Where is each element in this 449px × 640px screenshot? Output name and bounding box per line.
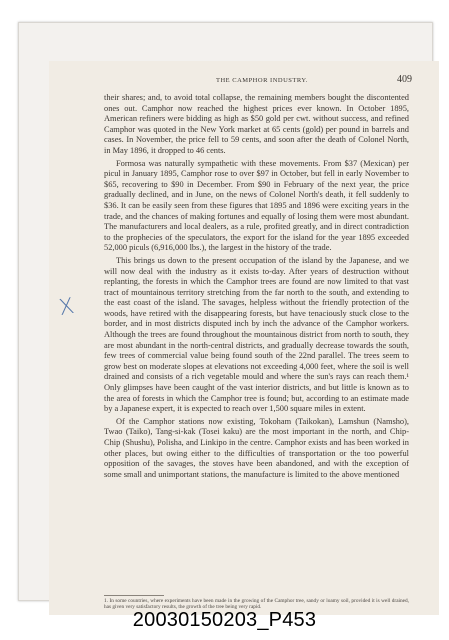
scan-frame xyxy=(18,22,433,611)
footnote: 1. In some countries, where experiments have been made in the growing of the Camphor tree, sandy or loamy soil, provided it is well drained, has given very satisfactory results, the growth of the tree being very rapid. xyxy=(104,598,409,611)
paragraph: This brings us down to the present occupation of the island by the Japanese, and we will now deal with the industry as it exists to-day. After years of destruction without replanting, the forests in which the Camphor trees are found are now limited to that vast tract of mountainous territory stretching from the far north to the south, and extending to the east coast of the island. The savages, helpless without the friendly protection of the woods, have retired with the disappearing forests, but have tenaciously stuck close to the border, and in most districts disputed inch by inch the advance of the Camphor workers. Although the trees are found throughout the mountainous district from north to south, they are most abundant in the north-central districts, and gradually decrease towards the south, few trees of commercial value being found south of the 22nd parallel. The trees seem to grow best on moderate slopes at elevations not exceeding 4,000 feet, where the soil is well drained and consists of a rich vegetable mould and where the sun's rays can reach them.¹ Only glimpses have been caught of the vast interior districts, and but little is known as to the area of forests in which the Camphor tree is found; but, according to an estimate made by a Japanese expert, it is expected to reach over 1,500 square miles in extent. xyxy=(104,255,409,414)
running-title: THE CAMPHOR INDUSTRY. xyxy=(216,77,308,84)
paragraph: their shares; and, to avoid total collapse, the remaining members bought the discontented ones out. Camphor now reached the highest prices ever known. In October 1895, American refiners were bidding as high as $50 gold per cwt. without success, and refined Camphor was quoted in the New York market at 65 cents (gold) per pound in barrels and cases. In November, the price fell to 59 cents, and soon after the death of Colonel North, in May 1896, it dropped to 46 cents. xyxy=(104,93,409,155)
image-caption: 20030150203_P453 xyxy=(132,609,317,631)
margin-mark: X xyxy=(56,293,77,322)
page-body xyxy=(104,93,409,482)
book-page xyxy=(49,61,439,615)
page-number: 409 xyxy=(397,74,412,85)
paragraph: Formosa was naturally sympathetic with these movements. From $37 (Mexican) per picul in January 1895, Camphor rose to over $97 in October, but fell in early November to $65, recovering to $90 in December. From $90 in February of the next year, the price gradually declined, and in June, on the news of Colonel North's death, it fell suddenly to $36. It can be easily seen from these figures that 1895 and 1896 were exciting years in the trade, and the chances of making fortunes and equally of losing them were most abundant. The manufacturers and local dealers, as a rule, profited greatly, and in direct contradiction to the prophecies of the speculators, the export for the island for the year 1895 exceeded 52,000 piculs (6,916,000 lbs.), the largest in the history of the trade. xyxy=(104,158,409,253)
paragraph: Of the Camphor stations now existing, Tokoham (Taikokan), Lamshun (Namsho), Twao (Taiko), Tang-si-kak (Tosei kaku) are the most important in the north, and Chip-Chip (Shushu), Polisha, and Linkipo in the centre. Camphor exists and has been worked in other places, but owing either to the difficulties of transportation or the too powerful opposition of the savages, the stoves have been abandoned, and with the exception of some small and unimportant stations, the manufacture is limited to the above mentioned xyxy=(104,416,409,479)
footnote-rule xyxy=(104,595,164,596)
